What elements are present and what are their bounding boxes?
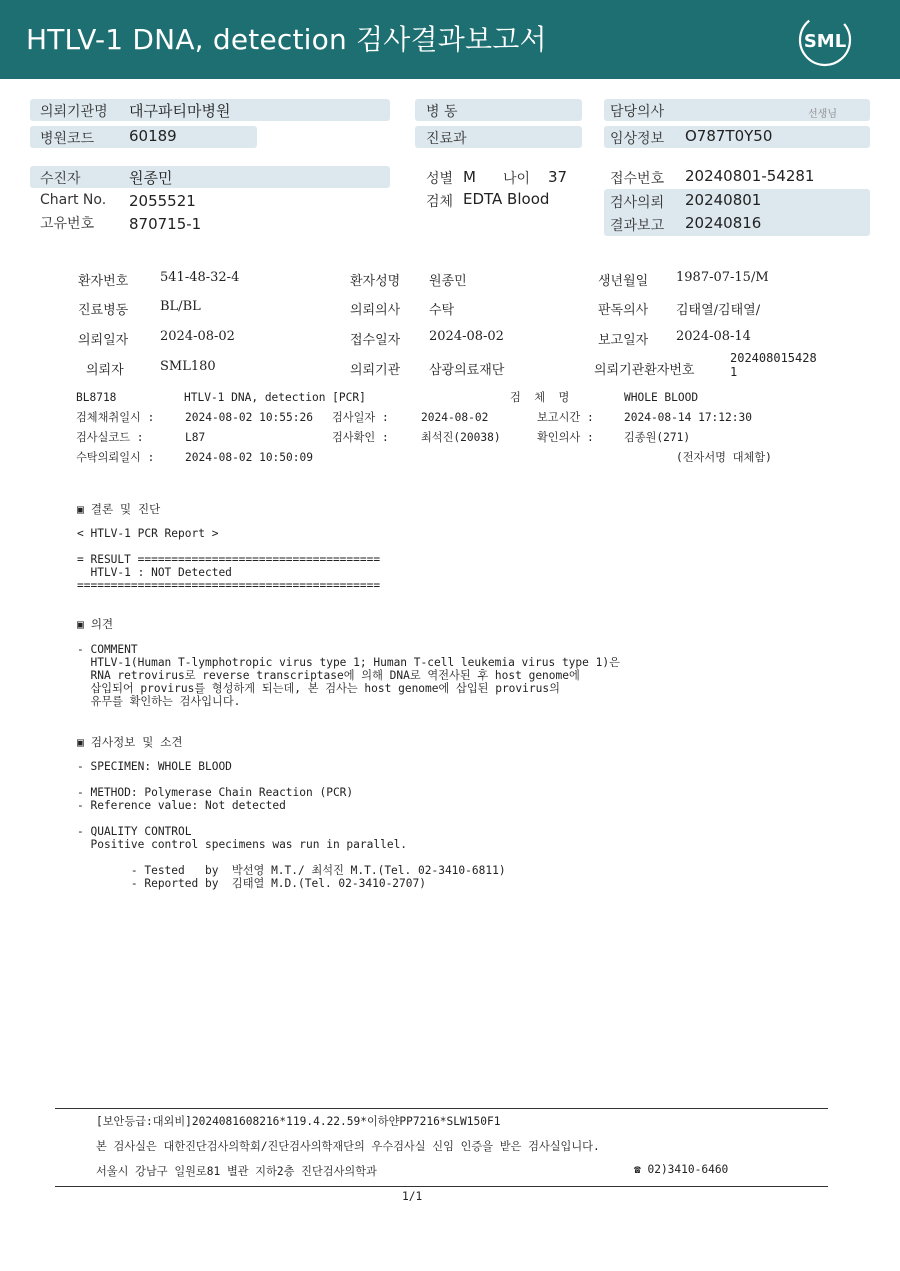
test-code: BL8718 <box>76 391 117 404</box>
receipt-label: 접수번호 <box>610 171 665 187</box>
comment-line-4: 삽입되어 provirus를 형성하게 되는데, 본 검사는 host genome에 삽입된 provirus의 <box>77 682 560 695</box>
doc-value: 수탁 <box>429 303 455 318</box>
clinical-label: 임상정보 <box>610 131 665 147</box>
pname-label: 환자성명 <box>350 274 401 289</box>
patient-value: 원종민 <box>129 169 173 187</box>
reader-label: 판독의사 <box>598 303 649 318</box>
ward2-label: 진료병동 <box>78 303 129 318</box>
report-header <box>0 0 900 79</box>
patient-bar <box>30 166 390 188</box>
reported-line: - Reported by 김태열 M.D.(Tel. 02-3410-2707) <box>77 877 426 890</box>
sml-logo <box>797 12 853 68</box>
doc-label: 의뢰의사 <box>350 303 401 318</box>
requester-label: 의뢰자 <box>86 363 124 378</box>
reqinst-value: 삼광의료재단 <box>429 363 505 378</box>
repdate-value: 2024-08-14 <box>676 329 751 344</box>
recdate-value: 2024-08-02 <box>429 329 504 344</box>
test-specimen-value: WHOLE BLOOD <box>624 391 699 404</box>
confirm-label: 검사확인 : <box>332 431 389 444</box>
report-label: 결과보고 <box>610 218 665 234</box>
collect-value: 2024-08-02 10:55:26 <box>185 411 313 424</box>
chart-value: 2055521 <box>129 192 196 210</box>
unique-label: 고유번호 <box>40 216 95 232</box>
tested-line: - Tested by 박선영 M.T./ 최석진 M.T.(Tel. 02-3410-6811) <box>77 864 506 877</box>
age-label: 나이 <box>503 171 531 187</box>
institution-label: 의뢰기관명 <box>40 104 108 120</box>
dob-label: 생년월일 <box>598 274 649 289</box>
report-title: HTLV-1 DNA, detection 검사결과보고서 <box>26 23 547 56</box>
institution-value: 대구파티마병원 <box>129 102 231 120</box>
clinical-value: O787T0Y50 <box>685 127 773 145</box>
reqdate-value: 2024-08-02 <box>160 329 235 344</box>
pid-label: 환자번호 <box>78 274 129 289</box>
comment-line-2: HTLV-1(Human T-lymphotropic virus type 1; Human T-cell leukemia virus type 1)은 <box>77 656 620 669</box>
comment-line-1: - COMMENT <box>77 643 138 656</box>
method-line: - METHOD: Polymerase Chain Reaction (PCR) <box>77 786 354 799</box>
test-name: HTLV-1 DNA, detection [PCR] <box>184 391 366 404</box>
report-value: 20240816 <box>685 214 762 232</box>
footer-top-rule <box>55 1108 828 1109</box>
department-label: 진료과 <box>426 131 467 147</box>
dob-value: 1987-07-15/M <box>676 270 769 285</box>
pid-value: 541-48-32-4 <box>160 270 240 285</box>
comment-line-5: 유무를 확인하는 검사입니다. <box>77 695 241 708</box>
ward2-value: BL/BL <box>160 299 201 314</box>
instpid-label: 의뢰기관환자번호 <box>594 363 695 378</box>
qc-line-1: - QUALITY CONTROL <box>77 825 192 838</box>
instpid-value-line1: 202408015428 <box>730 351 817 365</box>
testdate-label: 검사일자 : <box>332 411 389 424</box>
testdate-value: 2024-08-02 <box>421 411 489 424</box>
chart-label: Chart No. <box>40 192 107 208</box>
svg-text:SML: SML <box>803 31 847 52</box>
doctor-label: 담당의사 <box>610 104 665 120</box>
room-label: 검사실코드 : <box>76 431 144 444</box>
test-specimen-label: 검 체 명 <box>510 391 570 404</box>
info-title: ▣ 검사정보 및 소견 <box>77 735 183 749</box>
page-number: 1/1 <box>402 1190 423 1203</box>
reporttime-value: 2024-08-14 17:12:30 <box>624 411 752 424</box>
specimen-line: - SPECIMEN: WHOLE BLOOD <box>77 760 232 773</box>
certification-line: 본 검사실은 대한진단검사의학회/진단검사의학재단의 우수검사실 신임 인증을 받은 검사실입니다. <box>96 1140 600 1153</box>
sex-label: 성별 <box>426 171 454 187</box>
unique-value: 870715-1 <box>129 215 202 233</box>
reader-value: 김태열/김태열/ <box>676 303 761 318</box>
security-line: [보안등급:대외비]2024081608216*119.4.22.59*이하얀PP7216*SLW150F1 <box>96 1115 501 1128</box>
reqdate-label: 의뢰일자 <box>78 333 129 348</box>
specimen-value: EDTA Blood <box>463 190 550 208</box>
hospital-code-value: 60189 <box>129 127 177 145</box>
footer-bottom-rule <box>55 1186 828 1187</box>
sex-value: M <box>463 168 476 186</box>
phone-line: ☎ 02)3410-6460 <box>634 1163 729 1176</box>
qc-line-2: Positive control specimens was run in parallel. <box>77 838 408 851</box>
opinion-title: ▣ 의견 <box>77 617 114 631</box>
esign-note: (전자서명 대체함) <box>676 451 772 464</box>
result-line-2: HTLV-1 : NOT Detected <box>77 566 232 579</box>
reqinst-label: 의뢰기관 <box>350 363 401 378</box>
request-label: 검사의뢰 <box>610 195 665 211</box>
result-line-1: = RESULT ==================================== <box>77 553 381 566</box>
age-value: 37 <box>548 168 568 186</box>
repdate-label: 보고일자 <box>598 333 649 348</box>
doctor-suffix: 선생님 <box>808 109 837 120</box>
ward-label: 병 동 <box>426 104 458 120</box>
patient-label: 수진자 <box>40 171 81 187</box>
recdate-label: 접수일자 <box>350 333 401 348</box>
instpid-value-line2: 1 <box>730 365 738 379</box>
room-value: L87 <box>185 431 206 444</box>
collect-label: 검체채취일시 : <box>76 411 155 424</box>
result-line-3: ============================================= <box>77 579 381 592</box>
address-line: 서울시 강남구 일원로81 별관 지하2층 진단검사의학과 <box>96 1165 377 1178</box>
confirm-value: 최석진(20038) <box>421 431 501 444</box>
requester-value: SML180 <box>160 359 216 374</box>
consign-value: 2024-08-02 10:50:09 <box>185 451 313 464</box>
consign-label: 수탁의뢰일시 : <box>76 451 155 464</box>
pname-value: 원종민 <box>429 274 467 289</box>
confirmdoc-label: 확인의사 : <box>537 431 594 444</box>
reference-line: - Reference value: Not detected <box>77 799 286 812</box>
reporttime-label: 보고시간 : <box>537 411 594 424</box>
conclusion-title: ▣ 결론 및 진단 <box>77 502 161 516</box>
comment-line-3: RNA retrovirus로 reverse transcriptase에 의해 DNA로 역전사된 후 host genome에 <box>77 669 580 682</box>
specimen-label: 검체 <box>426 194 454 210</box>
confirmdoc-value: 김종원(271) <box>624 431 691 444</box>
report-subtitle: < HTLV-1 PCR Report > <box>77 527 219 540</box>
receipt-value: 20240801-54281 <box>685 167 815 185</box>
request-value: 20240801 <box>685 191 762 209</box>
hospital-code-label: 병원코드 <box>40 131 95 147</box>
